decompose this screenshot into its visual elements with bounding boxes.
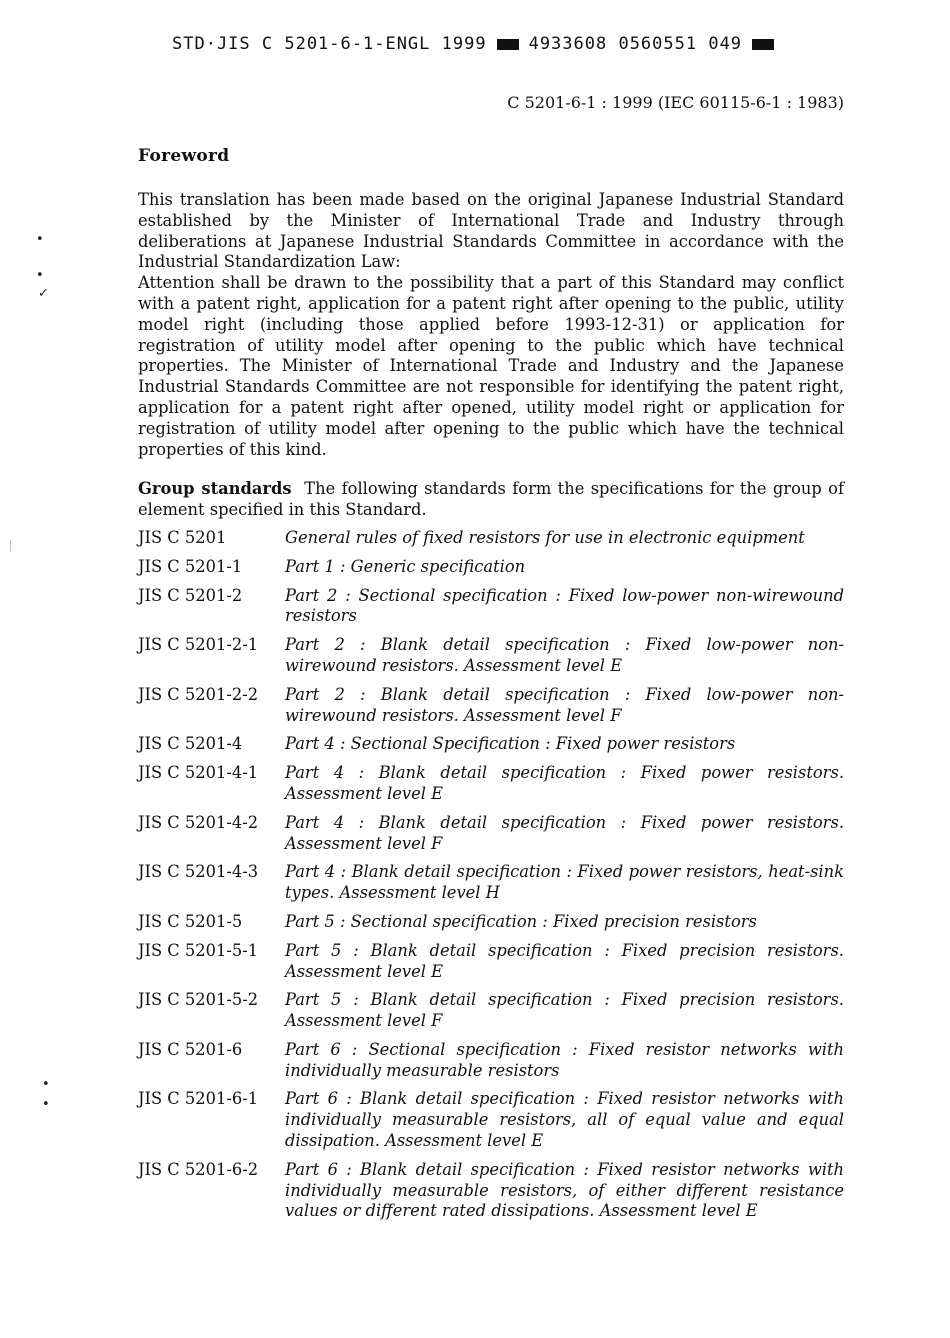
group-standards-heading: Group standards	[138, 479, 292, 499]
scan-dot-mark: •	[42, 1077, 50, 1092]
standard-code: JIS C 5201-2	[138, 585, 243, 605]
standard-code: JIS C 5201-4	[138, 734, 243, 754]
standard-title: Part 5 : Blank detail specification : Fixed precision resistors. Assessment level F	[285, 990, 844, 1031]
standard-title: Part 2 : Blank detail specification : Fixed low-power non-wirewound resistors. Assessment level F	[285, 684, 844, 725]
standard-code: JIS C 5201-6-1	[138, 1089, 259, 1109]
standard-title: Part 4 : Blank detail specification : Fixed power resistors. Assessment level F	[285, 812, 844, 853]
header-black-bar	[497, 39, 519, 50]
scan-line-mark	[10, 540, 11, 552]
standard-code: JIS C 5201-1	[138, 556, 243, 576]
main-content	[138, 146, 844, 1230]
foreword-heading: Foreword	[138, 146, 230, 166]
header-black-bar-end	[752, 39, 774, 50]
standard-row	[138, 734, 844, 755]
standard-code: JIS C 5201-5-2	[138, 990, 259, 1010]
foreword-paragraph-1: This translation has been made based on the original Japanese Industrial Standard established by the Minister of International Trade and Industry through deliberations at Japanese Industrial Standards Committee in accordance with the Industrial Standardization Law:	[138, 190, 844, 272]
standard-row	[138, 586, 844, 628]
header-code-left: STD·JIS C 5201-6-1-ENGL 1999	[172, 34, 487, 54]
standard-code: JIS C 5201-5	[138, 911, 243, 931]
standard-title: Part 6 : Blank detail specification : Fixed resistor networks with individually measurable resistors, all of equal value and equal dissipation. Assessment level E	[285, 1089, 844, 1151]
standard-row	[138, 1040, 844, 1082]
standard-row	[138, 990, 844, 1032]
group-standards-intro: The following standards form the specifications for the group of element specified in this Standard.	[138, 479, 844, 520]
foreword-paragraph-2: Attention shall be drawn to the possibility that a part of this Standard may conflict with a patent right, application for a patent right after opening to the public, utility model right (including those applied before 1993-12-31) or application for registration of utility model after opening to the public which have technical properties. The Minister of International Trade and Industry and the Japanese Industrial Standards Committee are not responsible for identifying the patent right, application for a patent right after opened, utility model right or application for registration of utility model after opening to the public which have the technical properties of this kind.	[138, 273, 844, 459]
standard-row	[138, 813, 844, 855]
standard-title: Part 5 : Sectional specification : Fixed precision resistors	[285, 911, 757, 931]
standard-title: Part 4 : Blank detail specification : Fixed power resistors. Assessment level E	[285, 763, 844, 803]
group-standards-intro-paragraph	[138, 479, 844, 521]
document-id: C 5201-6-1 : 1999 (IEC 60115-6-1 : 1983)	[507, 93, 844, 112]
standard-code: JIS C 5201-6-2	[138, 1159, 259, 1179]
standard-title: Part 2 : Blank detail specification : Fixed low-power non-wirewound resistors. Assessment level E	[285, 635, 844, 675]
standard-row	[138, 763, 844, 805]
group-standards-section	[138, 479, 844, 1222]
document-header-code	[172, 34, 784, 54]
standard-row	[138, 557, 844, 578]
standard-code: JIS C 5201-2-2	[138, 684, 259, 704]
standard-row	[138, 912, 844, 933]
standard-code: JIS C 5201-6	[138, 1039, 243, 1059]
standard-title: Part 4 : Sectional Specification : Fixed power resistors	[285, 734, 736, 754]
standard-code: JIS C 5201-4-2	[138, 812, 259, 832]
standard-code: JIS C 5201-2-1	[138, 635, 259, 655]
standard-row	[138, 1160, 844, 1222]
standard-row	[138, 862, 844, 904]
standard-code: JIS C 5201-5-1	[138, 940, 259, 960]
standard-row	[138, 635, 844, 677]
scan-dot-mark: •	[36, 268, 44, 283]
standard-row	[138, 685, 844, 727]
standard-title: Part 1 : Generic specification	[285, 556, 526, 576]
standard-row	[138, 941, 844, 983]
standard-row	[138, 1089, 844, 1151]
standard-title: Part 6 : Blank detail specification : Fixed resistor networks with individually measurable resistors, of either different resistance values or different rated dissipations. Assessment level E	[285, 1159, 844, 1221]
scan-dot-mark: •	[42, 1097, 50, 1112]
standard-title: Part 5 : Blank detail specification : Fixed precision resistors. Assessment level E	[285, 940, 844, 981]
standard-row	[138, 528, 844, 549]
standard-code: JIS C 5201	[138, 527, 227, 547]
standard-title: General rules of fixed resistors for use in electronic equipment	[285, 527, 805, 547]
header-code-right: 4933608 0560551 049	[528, 34, 743, 54]
scan-dot-mark: •	[36, 232, 44, 247]
standard-title: Part 2 : Sectional specification : Fixed low-power non-wirewound resistors	[285, 585, 844, 626]
standard-code: JIS C 5201-4-1	[138, 763, 259, 783]
standard-title: Part 6 : Sectional specification : Fixed resistor networks with individually measurable resistors	[285, 1039, 844, 1080]
standard-code: JIS C 5201-4-3	[138, 862, 259, 882]
standard-title: Part 4 : Blank detail specification : Fixed power resistors, heat-sink types. Assessment level H	[285, 862, 844, 903]
scan-tick-mark: ✓	[38, 286, 49, 301]
standards-list	[138, 528, 844, 1222]
